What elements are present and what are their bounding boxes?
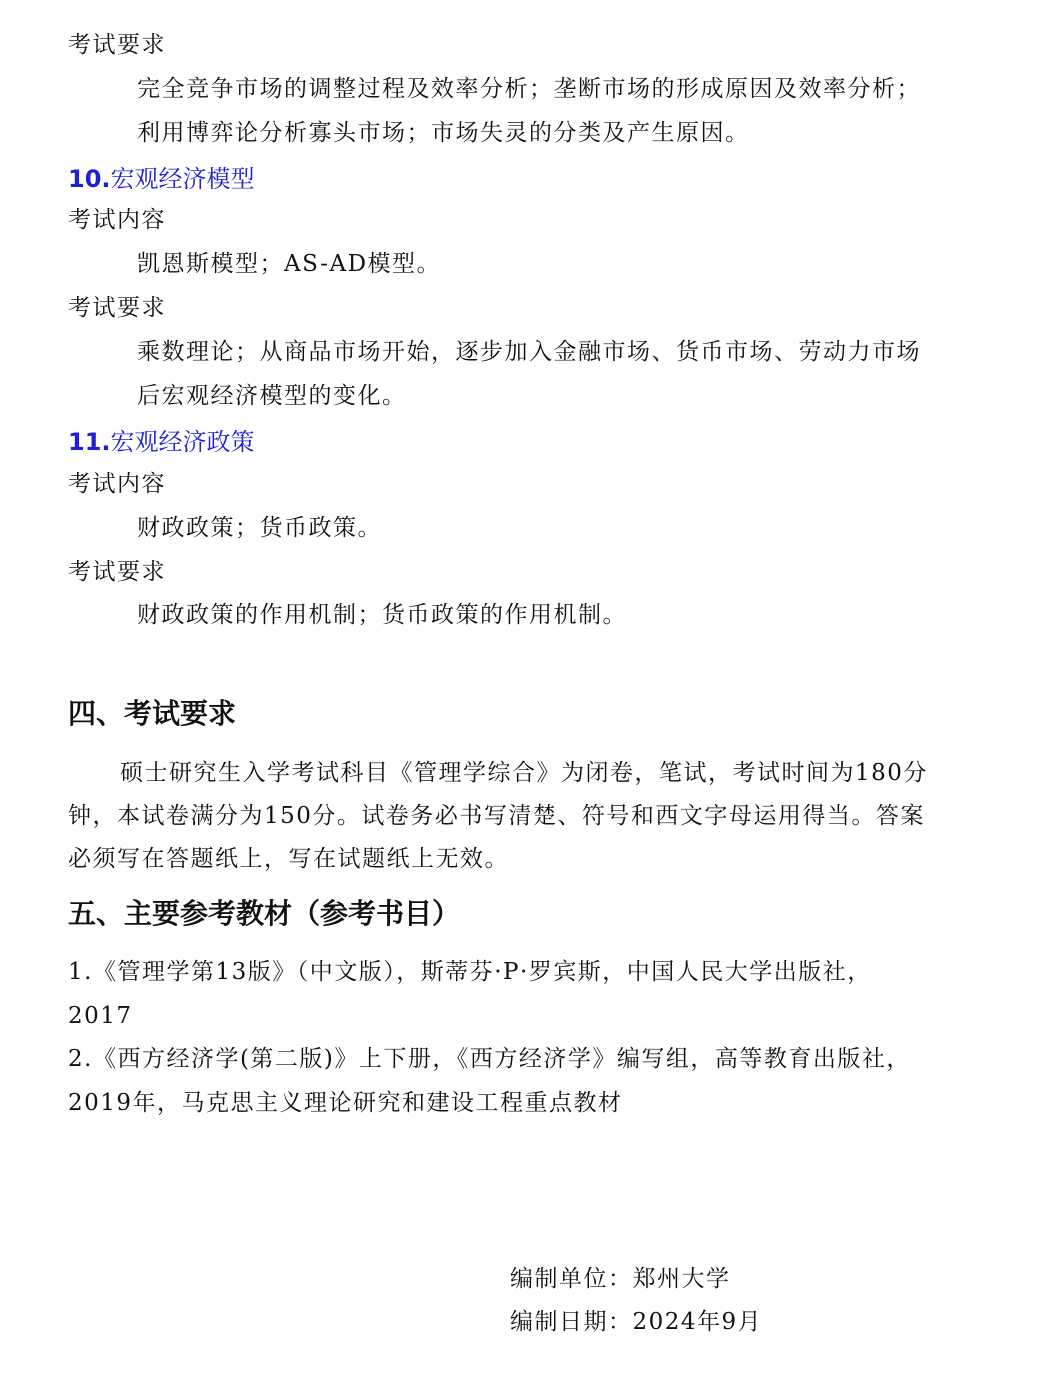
section-number: 10. xyxy=(68,165,111,193)
exam-content-label: 考试内容 xyxy=(68,207,166,233)
section-heading-macro-model xyxy=(68,163,255,195)
requirement-text: 乘数理论；从商品市场开始，逐步加入金融市场、货币市场、劳动力市场 xyxy=(137,339,921,365)
content-text: 凯恩斯模型；AS-AD模型。 xyxy=(137,251,442,277)
requirement-text: 完全竞争市场的调整过程及效率分析；垄断市场的形成原因及效率分析； xyxy=(137,76,921,102)
reference-item: 2.《西方经济学(第二版)》上下册，《西方经济学》编写组，高等教育出版社， xyxy=(68,1046,911,1072)
paragraph-line: 必须写在答题纸上，写在试题纸上无效。 xyxy=(68,846,509,872)
section-title: 宏观经济政策 xyxy=(110,428,255,456)
exam-requirement-label: 考试要求 xyxy=(68,32,166,58)
compiling-unit: 编制单位：郑州大学 xyxy=(510,1266,731,1292)
section-heading-macro-policy xyxy=(68,426,255,458)
compiling-date: 编制日期：2024年9月 xyxy=(510,1309,763,1335)
section-title: 宏观经济模型 xyxy=(110,165,255,193)
exam-requirement-label: 考试要求 xyxy=(68,295,166,321)
reference-item: 2017 xyxy=(68,1003,133,1029)
part-heading-exam-requirements: 四、考试要求 xyxy=(68,697,237,730)
exam-requirement-label: 考试要求 xyxy=(68,559,166,585)
paragraph-line: 硕士研究生入学考试科目《管理学综合》为闭卷，笔试，考试时间为180分 xyxy=(120,760,928,786)
requirement-text: 后宏观经济模型的变化。 xyxy=(137,383,407,409)
exam-content-label: 考试内容 xyxy=(68,471,166,497)
section-number: 11. xyxy=(68,428,111,456)
requirement-text: 财政政策的作用机制；货币政策的作用机制。 xyxy=(137,602,627,628)
reference-item: 1.《管理学第13版》（中文版），斯蒂芬·P·罗宾斯，中国人民大学出版社， xyxy=(68,959,872,985)
requirement-text: 利用博弈论分析寡头市场；市场失灵的分类及产生原因。 xyxy=(137,120,750,146)
paragraph-line: 钟，本试卷满分为150分。试卷务必书写清楚、符号和西文字母运用得当。答案 xyxy=(68,803,925,829)
part-heading-references: 五、主要参考教材（参考书目） xyxy=(68,897,461,930)
reference-item: 2019年，马克思主义理论研究和建设工程重点教材 xyxy=(68,1090,623,1116)
content-text: 财政政策；货币政策。 xyxy=(137,515,382,541)
